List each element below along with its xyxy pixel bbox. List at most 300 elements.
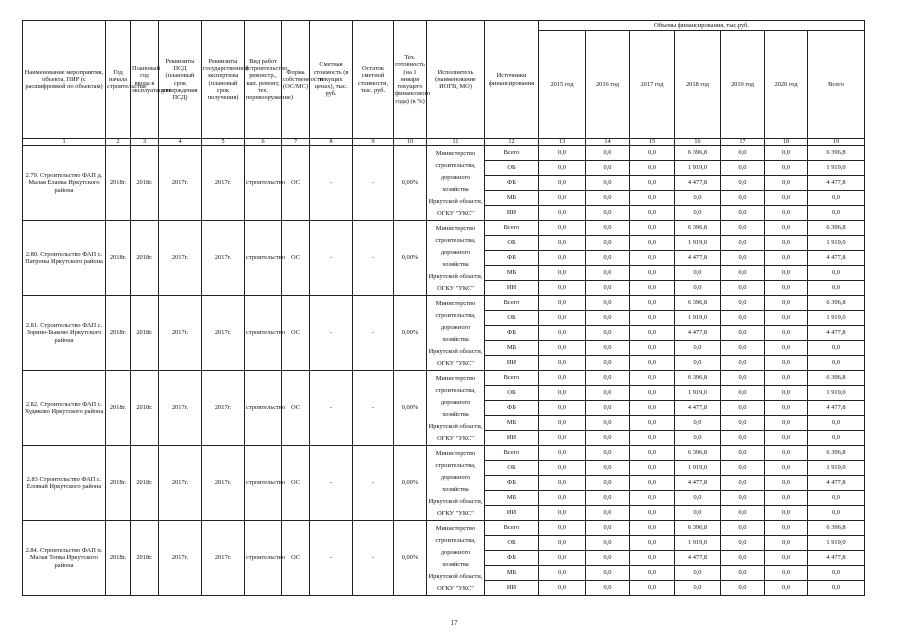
executor-name: Министерство строительства, дорожного хозяйства Иркутской области, ОГКУ "УКС"	[427, 221, 485, 296]
year-value: 0,0	[765, 581, 808, 596]
remaining-cost: -	[353, 146, 394, 221]
year-value: 0,0	[586, 236, 630, 251]
col-psd-header: Реквизиты ПСД (плановый срок утверждения ПСД)	[159, 21, 202, 139]
total-value: 6 396,8	[808, 296, 865, 311]
year-value: 0,0	[765, 326, 808, 341]
project-name: 2.83 Строительство ФАП с. Еловый Иркутского района	[23, 446, 106, 521]
funding-source: ИИ	[485, 506, 539, 521]
year-value: 0,0	[765, 551, 808, 566]
funding-source: МБ	[485, 266, 539, 281]
column-number: 8	[310, 139, 353, 146]
column-number: 12	[485, 139, 539, 146]
start-year: 2018г.	[106, 446, 131, 521]
header-row-top	[23, 21, 865, 31]
year-value: 0,0	[539, 551, 586, 566]
total-value: 0,0	[808, 356, 865, 371]
ownership-form: ОС	[282, 371, 310, 446]
year-value: 0,0	[586, 371, 630, 386]
total-value: 6 396,8	[808, 521, 865, 536]
funding-source: Всего	[485, 146, 539, 161]
year-value: 0,0	[586, 431, 630, 446]
year-value: 0,0	[539, 386, 586, 401]
work-type: строительство	[245, 146, 282, 221]
year-value: 0,0	[675, 416, 721, 431]
expertise-year: 2017г.	[202, 146, 245, 221]
year-value: 0,0	[765, 371, 808, 386]
year-value: 0,0	[539, 521, 586, 536]
year-value: 0,0	[586, 506, 630, 521]
executor-name: Министерство строительства, дорожного хозяйства Иркутской области, ОГКУ "УКС"	[427, 521, 485, 596]
start-year: 2018г.	[106, 371, 131, 446]
column-number: 5	[202, 139, 245, 146]
year-value: 0,0	[630, 221, 675, 236]
col-remaining-header: Остаток сметной стоимости, тыс. руб.	[353, 21, 394, 139]
total-value: 0,0	[808, 491, 865, 506]
year-value: 0,0	[721, 191, 765, 206]
column-number: 3	[131, 139, 159, 146]
work-type: строительство	[245, 221, 282, 296]
psd-year: 2017г.	[159, 221, 202, 296]
year-value: 6 396,8	[675, 521, 721, 536]
year-value: 0,0	[675, 506, 721, 521]
year-value: 0,0	[539, 341, 586, 356]
commission-year: 2018г.	[131, 521, 159, 596]
total-value: 4 477,8	[808, 251, 865, 266]
year-value: 0,0	[586, 341, 630, 356]
year-value: 6 396,8	[675, 296, 721, 311]
year-header: 2020 год	[765, 31, 808, 139]
year-value: 0,0	[586, 401, 630, 416]
total-value: 4 477,8	[808, 551, 865, 566]
year-value: 0,0	[721, 221, 765, 236]
year-header: 2016 год	[586, 31, 630, 139]
year-value: 0,0	[630, 581, 675, 596]
column-number: 9	[353, 139, 394, 146]
column-number: 19	[808, 139, 865, 146]
year-value: 0,0	[586, 296, 630, 311]
col-start-year-header: Год начала строительства	[106, 21, 131, 139]
year-value: 4 477,8	[675, 326, 721, 341]
total-value: 1 919,0	[808, 386, 865, 401]
year-header: 2017 год	[630, 31, 675, 139]
year-value: 0,0	[630, 311, 675, 326]
total-value: 4 477,8	[808, 401, 865, 416]
funding-source: ФБ	[485, 326, 539, 341]
column-number: 14	[586, 139, 630, 146]
year-value: 1 919,0	[675, 386, 721, 401]
year-value: 0,0	[721, 251, 765, 266]
year-value: 0,0	[765, 296, 808, 311]
year-value: 0,0	[630, 551, 675, 566]
col-commission-header: Плановый год ввода в эксплуатацию	[131, 21, 159, 139]
year-value: 0,0	[721, 236, 765, 251]
year-value: 0,0	[721, 326, 765, 341]
year-value: 0,0	[539, 161, 586, 176]
column-number: 2	[106, 139, 131, 146]
year-value: 0,0	[630, 266, 675, 281]
year-value: 0,0	[539, 236, 586, 251]
readiness-percent: 0,00%	[394, 371, 427, 446]
year-value: 0,0	[539, 401, 586, 416]
year-value: 0,0	[630, 416, 675, 431]
estimated-cost: -	[310, 296, 353, 371]
year-value: 0,0	[675, 491, 721, 506]
year-value: 0,0	[630, 521, 675, 536]
total-header: Всего	[808, 31, 865, 139]
year-value: 0,0	[675, 566, 721, 581]
start-year: 2018г.	[106, 146, 131, 221]
year-value: 0,0	[586, 326, 630, 341]
year-value: 1 919,0	[675, 536, 721, 551]
year-value: 1 919,0	[675, 236, 721, 251]
project-name: 2.81. Строительство ФАП с. Зорино-Быково Иркутского района	[23, 296, 106, 371]
commission-year: 2018г.	[131, 296, 159, 371]
year-value: 0,0	[721, 266, 765, 281]
year-value: 0,0	[539, 491, 586, 506]
ownership-form: ОС	[282, 221, 310, 296]
readiness-percent: 0,00%	[394, 146, 427, 221]
year-value: 0,0	[721, 386, 765, 401]
year-value: 0,0	[675, 356, 721, 371]
year-value: 0,0	[586, 356, 630, 371]
estimated-cost: -	[310, 371, 353, 446]
year-value: 0,0	[765, 341, 808, 356]
commission-year: 2018г.	[131, 221, 159, 296]
executor-name: Министерство строительства, дорожного хозяйства Иркутской области, ОГКУ "УКС"	[427, 446, 485, 521]
year-value: 0,0	[721, 521, 765, 536]
year-value: 1 919,0	[675, 161, 721, 176]
total-value: 4 477,8	[808, 176, 865, 191]
funding-source: ФБ	[485, 551, 539, 566]
total-value: 1 919,0	[808, 461, 865, 476]
funding-source: ОБ	[485, 311, 539, 326]
commission-year: 2018г.	[131, 371, 159, 446]
year-value: 0,0	[586, 521, 630, 536]
start-year: 2018г.	[106, 296, 131, 371]
year-value: 0,0	[586, 566, 630, 581]
year-value: 0,0	[675, 431, 721, 446]
year-value: 0,0	[765, 221, 808, 236]
year-value: 4 477,8	[675, 251, 721, 266]
psd-year: 2017г.	[159, 446, 202, 521]
document-sheet	[22, 20, 864, 596]
year-value: 4 477,8	[675, 551, 721, 566]
year-value: 0,0	[765, 446, 808, 461]
commission-year: 2018г.	[131, 446, 159, 521]
table-body	[23, 139, 865, 596]
column-number: 6	[245, 139, 282, 146]
year-value: 0,0	[765, 161, 808, 176]
total-value: 0,0	[808, 506, 865, 521]
column-number-row	[23, 139, 865, 146]
total-value: 1 919,0	[808, 161, 865, 176]
year-value: 0,0	[765, 281, 808, 296]
year-value: 0,0	[765, 416, 808, 431]
year-value: 0,0	[675, 266, 721, 281]
col-work-type-header: Вид работ (строительство, реконстр., кап. ремонт, тех. перевооружение)	[245, 21, 282, 139]
funding-source: Всего	[485, 521, 539, 536]
year-value: 0,0	[630, 386, 675, 401]
year-value: 0,0	[721, 371, 765, 386]
project-name: 2.84. Строительство ФАП п. Малая Топка Иркутского района	[23, 521, 106, 596]
work-type: строительство	[245, 296, 282, 371]
year-value: 0,0	[765, 461, 808, 476]
funding-source: МБ	[485, 566, 539, 581]
year-value: 0,0	[630, 476, 675, 491]
funding-source: МБ	[485, 416, 539, 431]
year-value: 0,0	[630, 446, 675, 461]
year-value: 0,0	[765, 506, 808, 521]
year-value: 0,0	[586, 266, 630, 281]
year-value: 0,0	[721, 581, 765, 596]
year-value: 0,0	[586, 161, 630, 176]
year-value: 1 919,0	[675, 311, 721, 326]
financing-table	[22, 20, 865, 596]
year-value: 0,0	[630, 401, 675, 416]
year-value: 0,0	[586, 536, 630, 551]
funding-group-header: Объемы финансирования, тыс.руб.	[539, 21, 865, 31]
year-value: 0,0	[721, 446, 765, 461]
executor-name: Министерство строительства, дорожного хозяйства Иркутской области, ОГКУ "УКС"	[427, 371, 485, 446]
year-value: 0,0	[630, 236, 675, 251]
funding-source: МБ	[485, 491, 539, 506]
funding-source: ИИ	[485, 281, 539, 296]
year-value: 0,0	[586, 581, 630, 596]
total-value: 6 396,8	[808, 146, 865, 161]
year-header: 2018 год	[675, 31, 721, 139]
commission-year: 2018г.	[131, 146, 159, 221]
year-value: 0,0	[630, 251, 675, 266]
total-value: 1 919,0	[808, 536, 865, 551]
year-value: 0,0	[630, 371, 675, 386]
year-value: 0,0	[586, 461, 630, 476]
year-value: 0,0	[630, 296, 675, 311]
year-value: 0,0	[721, 401, 765, 416]
year-value: 0,0	[721, 536, 765, 551]
funding-source: МБ	[485, 341, 539, 356]
column-number: 7	[282, 139, 310, 146]
year-value: 0,0	[539, 506, 586, 521]
psd-year: 2017г.	[159, 146, 202, 221]
year-value: 0,0	[721, 506, 765, 521]
funding-source: ОБ	[485, 461, 539, 476]
project-name: 2.79. Строительство ФАП д. Малая Еланка Иркутского района	[23, 146, 106, 221]
year-value: 0,0	[721, 566, 765, 581]
year-value: 0,0	[539, 431, 586, 446]
year-value: 0,0	[765, 206, 808, 221]
year-value: 0,0	[539, 356, 586, 371]
year-value: 0,0	[586, 251, 630, 266]
year-value: 0,0	[539, 566, 586, 581]
table-row	[23, 446, 865, 461]
year-value: 0,0	[630, 356, 675, 371]
col-cost-header: Сметная стоимость (в текущих ценах), тыс. руб.	[310, 21, 353, 139]
year-value: 0,0	[586, 206, 630, 221]
funding-source: ФБ	[485, 401, 539, 416]
year-value: 0,0	[586, 476, 630, 491]
col-readiness-header: Тех. готовность (на 1 января текущего финансового года) (в %)	[394, 21, 427, 139]
year-value: 4 477,8	[675, 176, 721, 191]
col-source-header: Источники финансирования	[485, 21, 539, 139]
year-value: 0,0	[630, 326, 675, 341]
year-value: 0,0	[586, 176, 630, 191]
year-value: 0,0	[586, 311, 630, 326]
expertise-year: 2017г.	[202, 521, 245, 596]
total-value: 6 396,8	[808, 446, 865, 461]
year-value: 0,0	[721, 341, 765, 356]
project-name: 2.80. Строительство ФАП с. Патроны Иркутского района	[23, 221, 106, 296]
col-expertise-header: Реквизиты государственной экспертизы (плановый срок получения)	[202, 21, 245, 139]
work-type: строительство	[245, 446, 282, 521]
total-value: 0,0	[808, 341, 865, 356]
year-value: 0,0	[539, 416, 586, 431]
total-value: 0,0	[808, 416, 865, 431]
funding-source: ОБ	[485, 236, 539, 251]
funding-source: ИИ	[485, 206, 539, 221]
year-value: 0,0	[765, 146, 808, 161]
year-value: 0,0	[586, 386, 630, 401]
total-value: 1 919,0	[808, 311, 865, 326]
project-name: 2.82. Строительство ФАП с. Худяково Иркутского района	[23, 371, 106, 446]
year-value: 0,0	[675, 206, 721, 221]
estimated-cost: -	[310, 521, 353, 596]
year-value: 0,0	[765, 536, 808, 551]
total-value: 6 396,8	[808, 221, 865, 236]
work-type: строительство	[245, 371, 282, 446]
year-value: 0,0	[765, 236, 808, 251]
column-number: 13	[539, 139, 586, 146]
funding-source: Всего	[485, 221, 539, 236]
year-value: 0,0	[630, 206, 675, 221]
year-value: 0,0	[539, 446, 586, 461]
ownership-form: ОС	[282, 446, 310, 521]
year-value: 6 396,8	[675, 146, 721, 161]
remaining-cost: -	[353, 296, 394, 371]
column-number: 18	[765, 139, 808, 146]
year-value: 0,0	[765, 266, 808, 281]
table-row	[23, 146, 865, 161]
total-value: 4 477,8	[808, 326, 865, 341]
page-number: 17	[450, 619, 458, 627]
year-value: 0,0	[586, 491, 630, 506]
estimated-cost: -	[310, 146, 353, 221]
year-value: 0,0	[765, 251, 808, 266]
year-value: 0,0	[721, 176, 765, 191]
year-value: 0,0	[721, 476, 765, 491]
year-value: 0,0	[539, 476, 586, 491]
total-value: 1 919,0	[808, 236, 865, 251]
year-value: 0,0	[586, 191, 630, 206]
psd-year: 2017г.	[159, 521, 202, 596]
year-value: 0,0	[765, 356, 808, 371]
column-number: 11	[427, 139, 485, 146]
readiness-percent: 0,00%	[394, 221, 427, 296]
year-value: 4 477,8	[675, 476, 721, 491]
year-value: 0,0	[765, 311, 808, 326]
column-number: 4	[159, 139, 202, 146]
estimated-cost: -	[310, 446, 353, 521]
year-value: 0,0	[539, 326, 586, 341]
year-value: 0,0	[721, 356, 765, 371]
funding-source: ФБ	[485, 176, 539, 191]
executor-name: Министерство строительства, дорожного хозяйства Иркутской области, ОГКУ "УКС"	[427, 296, 485, 371]
year-value: 0,0	[586, 146, 630, 161]
psd-year: 2017г.	[159, 296, 202, 371]
column-number: 17	[721, 139, 765, 146]
year-value: 0,0	[539, 371, 586, 386]
year-value: 0,0	[721, 551, 765, 566]
year-value: 0,0	[586, 281, 630, 296]
year-value: 0,0	[630, 431, 675, 446]
year-value: 0,0	[539, 461, 586, 476]
total-value: 0,0	[808, 206, 865, 221]
year-value: 0,0	[765, 566, 808, 581]
year-value: 0,0	[721, 431, 765, 446]
funding-source: Всего	[485, 371, 539, 386]
year-value: 0,0	[675, 341, 721, 356]
funding-source: ОБ	[485, 161, 539, 176]
funding-source: Всего	[485, 446, 539, 461]
funding-source: МБ	[485, 191, 539, 206]
year-value: 0,0	[539, 311, 586, 326]
year-value: 0,0	[586, 416, 630, 431]
year-value: 0,0	[630, 341, 675, 356]
col-executor-header: Исполнитель (наименование ИОГВ, МО)	[427, 21, 485, 139]
year-value: 6 396,8	[675, 371, 721, 386]
total-value: 0,0	[808, 266, 865, 281]
year-value: 0,0	[630, 566, 675, 581]
year-value: 0,0	[630, 461, 675, 476]
funding-source: ФБ	[485, 251, 539, 266]
year-value: 0,0	[586, 551, 630, 566]
psd-year: 2017г.	[159, 371, 202, 446]
year-value: 0,0	[721, 461, 765, 476]
ownership-form: ОС	[282, 146, 310, 221]
work-type: строительство	[245, 521, 282, 596]
year-value: 0,0	[539, 581, 586, 596]
ownership-form: ОС	[282, 521, 310, 596]
year-value: 0,0	[539, 251, 586, 266]
readiness-percent: 0,00%	[394, 296, 427, 371]
total-value: 0,0	[808, 581, 865, 596]
year-value: 0,0	[586, 221, 630, 236]
year-value: 0,0	[630, 506, 675, 521]
table-row	[23, 221, 865, 236]
year-value: 0,0	[539, 146, 586, 161]
year-value: 0,0	[721, 296, 765, 311]
year-value: 0,0	[765, 401, 808, 416]
year-value: 0,0	[630, 161, 675, 176]
expertise-year: 2017г.	[202, 221, 245, 296]
year-header: 2019 год	[721, 31, 765, 139]
readiness-percent: 0,00%	[394, 446, 427, 521]
year-value: 0,0	[539, 221, 586, 236]
total-value: 0,0	[808, 431, 865, 446]
column-number: 10	[394, 139, 427, 146]
year-value: 0,0	[539, 176, 586, 191]
col-name-header: Наименование мероприятия, объекта, ПИР (с расшифровкой по объектам)	[23, 21, 106, 139]
year-value: 0,0	[539, 206, 586, 221]
table-row	[23, 521, 865, 536]
expertise-year: 2017г.	[202, 296, 245, 371]
year-value: 0,0	[721, 206, 765, 221]
year-value: 0,0	[765, 476, 808, 491]
total-value: 0,0	[808, 281, 865, 296]
total-value: 6 396,8	[808, 371, 865, 386]
year-value: 0,0	[721, 281, 765, 296]
year-value: 0,0	[675, 581, 721, 596]
total-value: 0,0	[808, 566, 865, 581]
